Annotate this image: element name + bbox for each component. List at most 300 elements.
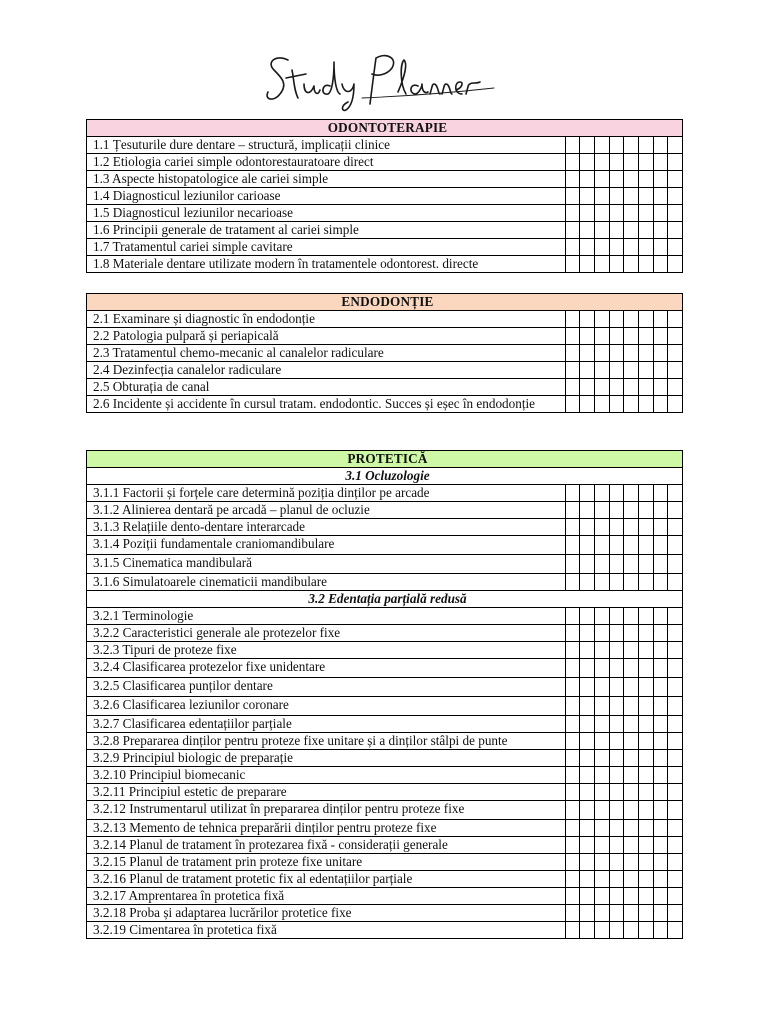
progress-checkbox[interactable] xyxy=(653,362,668,379)
progress-checkbox[interactable] xyxy=(653,536,668,555)
progress-checkbox[interactable] xyxy=(580,922,595,939)
progress-checkbox[interactable] xyxy=(565,171,580,188)
progress-checkbox[interactable] xyxy=(653,888,668,905)
progress-checkbox[interactable] xyxy=(580,642,595,659)
progress-checkbox[interactable] xyxy=(653,733,668,750)
progress-checkbox[interactable] xyxy=(653,678,668,697)
progress-checkbox[interactable] xyxy=(653,485,668,502)
progress-checkbox[interactable] xyxy=(565,311,580,328)
progress-checkbox[interactable] xyxy=(594,239,609,256)
progress-checkbox[interactable] xyxy=(638,716,653,733)
progress-checkbox[interactable] xyxy=(638,837,653,854)
progress-checkbox[interactable] xyxy=(668,396,683,413)
progress-checkbox[interactable] xyxy=(668,801,683,820)
progress-checkbox[interactable] xyxy=(653,396,668,413)
progress-checkbox[interactable] xyxy=(565,608,580,625)
progress-checkbox[interactable] xyxy=(609,311,624,328)
progress-checkbox[interactable] xyxy=(565,784,580,801)
progress-checkbox[interactable] xyxy=(580,678,595,697)
progress-checkbox[interactable] xyxy=(594,188,609,205)
progress-checkbox[interactable] xyxy=(609,678,624,697)
progress-checkbox[interactable] xyxy=(609,239,624,256)
progress-checkbox[interactable] xyxy=(565,574,580,591)
progress-checkbox[interactable] xyxy=(580,311,595,328)
progress-checkbox[interactable] xyxy=(653,502,668,519)
progress-checkbox[interactable] xyxy=(565,328,580,345)
progress-checkbox[interactable] xyxy=(594,905,609,922)
progress-checkbox[interactable] xyxy=(609,328,624,345)
progress-checkbox[interactable] xyxy=(609,871,624,888)
progress-checkbox[interactable] xyxy=(668,767,683,784)
progress-checkbox[interactable] xyxy=(638,311,653,328)
progress-checkbox[interactable] xyxy=(668,659,683,678)
progress-checkbox[interactable] xyxy=(624,485,639,502)
progress-checkbox[interactable] xyxy=(609,345,624,362)
progress-checkbox[interactable] xyxy=(580,239,595,256)
progress-checkbox[interactable] xyxy=(594,311,609,328)
progress-checkbox[interactable] xyxy=(668,820,683,837)
progress-checkbox[interactable] xyxy=(624,922,639,939)
progress-checkbox[interactable] xyxy=(609,222,624,239)
progress-checkbox[interactable] xyxy=(653,697,668,716)
progress-checkbox[interactable] xyxy=(580,154,595,171)
progress-checkbox[interactable] xyxy=(653,922,668,939)
progress-checkbox[interactable] xyxy=(565,222,580,239)
progress-checkbox[interactable] xyxy=(565,854,580,871)
progress-checkbox[interactable] xyxy=(565,801,580,820)
progress-checkbox[interactable] xyxy=(668,256,683,273)
progress-checkbox[interactable] xyxy=(638,784,653,801)
progress-checkbox[interactable] xyxy=(624,837,639,854)
progress-checkbox[interactable] xyxy=(580,659,595,678)
progress-checkbox[interactable] xyxy=(594,345,609,362)
progress-checkbox[interactable] xyxy=(624,625,639,642)
progress-checkbox[interactable] xyxy=(580,801,595,820)
progress-checkbox[interactable] xyxy=(580,555,595,574)
progress-checkbox[interactable] xyxy=(638,697,653,716)
progress-checkbox[interactable] xyxy=(565,345,580,362)
progress-checkbox[interactable] xyxy=(668,678,683,697)
progress-checkbox[interactable] xyxy=(609,137,624,154)
progress-checkbox[interactable] xyxy=(638,659,653,678)
progress-checkbox[interactable] xyxy=(565,767,580,784)
progress-checkbox[interactable] xyxy=(653,239,668,256)
progress-checkbox[interactable] xyxy=(580,905,595,922)
progress-checkbox[interactable] xyxy=(565,733,580,750)
progress-checkbox[interactable] xyxy=(638,205,653,222)
progress-checkbox[interactable] xyxy=(594,536,609,555)
progress-checkbox[interactable] xyxy=(609,154,624,171)
progress-checkbox[interactable] xyxy=(594,750,609,767)
progress-checkbox[interactable] xyxy=(653,659,668,678)
progress-checkbox[interactable] xyxy=(624,205,639,222)
progress-checkbox[interactable] xyxy=(653,767,668,784)
progress-checkbox[interactable] xyxy=(668,905,683,922)
progress-checkbox[interactable] xyxy=(609,888,624,905)
progress-checkbox[interactable] xyxy=(609,205,624,222)
progress-checkbox[interactable] xyxy=(609,396,624,413)
progress-checkbox[interactable] xyxy=(653,205,668,222)
progress-checkbox[interactable] xyxy=(638,905,653,922)
progress-checkbox[interactable] xyxy=(609,502,624,519)
progress-checkbox[interactable] xyxy=(594,697,609,716)
progress-checkbox[interactable] xyxy=(668,345,683,362)
progress-checkbox[interactable] xyxy=(565,502,580,519)
progress-checkbox[interactable] xyxy=(565,485,580,502)
progress-checkbox[interactable] xyxy=(653,905,668,922)
progress-checkbox[interactable] xyxy=(580,854,595,871)
progress-checkbox[interactable] xyxy=(653,188,668,205)
progress-checkbox[interactable] xyxy=(580,171,595,188)
progress-checkbox[interactable] xyxy=(624,905,639,922)
progress-checkbox[interactable] xyxy=(565,820,580,837)
progress-checkbox[interactable] xyxy=(609,922,624,939)
progress-checkbox[interactable] xyxy=(609,716,624,733)
progress-checkbox[interactable] xyxy=(668,697,683,716)
progress-checkbox[interactable] xyxy=(653,137,668,154)
progress-checkbox[interactable] xyxy=(565,362,580,379)
progress-checkbox[interactable] xyxy=(565,888,580,905)
progress-checkbox[interactable] xyxy=(609,801,624,820)
progress-checkbox[interactable] xyxy=(638,642,653,659)
progress-checkbox[interactable] xyxy=(594,171,609,188)
progress-checkbox[interactable] xyxy=(594,922,609,939)
progress-checkbox[interactable] xyxy=(594,733,609,750)
progress-checkbox[interactable] xyxy=(668,502,683,519)
progress-checkbox[interactable] xyxy=(624,536,639,555)
progress-checkbox[interactable] xyxy=(609,171,624,188)
progress-checkbox[interactable] xyxy=(580,750,595,767)
progress-checkbox[interactable] xyxy=(668,871,683,888)
progress-checkbox[interactable] xyxy=(638,171,653,188)
progress-checkbox[interactable] xyxy=(668,625,683,642)
progress-checkbox[interactable] xyxy=(609,697,624,716)
progress-checkbox[interactable] xyxy=(580,222,595,239)
progress-checkbox[interactable] xyxy=(624,137,639,154)
progress-checkbox[interactable] xyxy=(594,256,609,273)
progress-checkbox[interactable] xyxy=(565,625,580,642)
progress-checkbox[interactable] xyxy=(668,311,683,328)
progress-checkbox[interactable] xyxy=(580,328,595,345)
progress-checkbox[interactable] xyxy=(624,311,639,328)
progress-checkbox[interactable] xyxy=(594,871,609,888)
progress-checkbox[interactable] xyxy=(624,608,639,625)
progress-checkbox[interactable] xyxy=(668,328,683,345)
progress-checkbox[interactable] xyxy=(609,784,624,801)
progress-checkbox[interactable] xyxy=(609,659,624,678)
progress-checkbox[interactable] xyxy=(668,574,683,591)
progress-checkbox[interactable] xyxy=(580,485,595,502)
progress-checkbox[interactable] xyxy=(668,379,683,396)
progress-checkbox[interactable] xyxy=(668,733,683,750)
progress-checkbox[interactable] xyxy=(638,888,653,905)
progress-checkbox[interactable] xyxy=(653,854,668,871)
progress-checkbox[interactable] xyxy=(668,536,683,555)
progress-checkbox[interactable] xyxy=(668,362,683,379)
progress-checkbox[interactable] xyxy=(638,239,653,256)
progress-checkbox[interactable] xyxy=(609,536,624,555)
progress-checkbox[interactable] xyxy=(624,678,639,697)
progress-checkbox[interactable] xyxy=(609,905,624,922)
progress-checkbox[interactable] xyxy=(624,345,639,362)
progress-checkbox[interactable] xyxy=(565,154,580,171)
progress-checkbox[interactable] xyxy=(609,362,624,379)
progress-checkbox[interactable] xyxy=(624,871,639,888)
progress-checkbox[interactable] xyxy=(653,750,668,767)
progress-checkbox[interactable] xyxy=(624,801,639,820)
progress-checkbox[interactable] xyxy=(668,716,683,733)
progress-checkbox[interactable] xyxy=(638,574,653,591)
progress-checkbox[interactable] xyxy=(609,608,624,625)
progress-checkbox[interactable] xyxy=(668,837,683,854)
progress-checkbox[interactable] xyxy=(609,750,624,767)
progress-checkbox[interactable] xyxy=(580,837,595,854)
progress-checkbox[interactable] xyxy=(624,171,639,188)
progress-checkbox[interactable] xyxy=(638,519,653,536)
progress-checkbox[interactable] xyxy=(624,154,639,171)
progress-checkbox[interactable] xyxy=(594,205,609,222)
progress-checkbox[interactable] xyxy=(624,362,639,379)
progress-checkbox[interactable] xyxy=(609,379,624,396)
progress-checkbox[interactable] xyxy=(638,678,653,697)
progress-checkbox[interactable] xyxy=(609,767,624,784)
progress-checkbox[interactable] xyxy=(624,733,639,750)
progress-checkbox[interactable] xyxy=(580,345,595,362)
progress-checkbox[interactable] xyxy=(565,697,580,716)
progress-checkbox[interactable] xyxy=(638,328,653,345)
progress-checkbox[interactable] xyxy=(594,574,609,591)
progress-checkbox[interactable] xyxy=(638,733,653,750)
progress-checkbox[interactable] xyxy=(624,820,639,837)
progress-checkbox[interactable] xyxy=(565,256,580,273)
progress-checkbox[interactable] xyxy=(580,362,595,379)
progress-checkbox[interactable] xyxy=(624,659,639,678)
progress-checkbox[interactable] xyxy=(565,188,580,205)
progress-checkbox[interactable] xyxy=(609,837,624,854)
progress-checkbox[interactable] xyxy=(609,188,624,205)
progress-checkbox[interactable] xyxy=(624,784,639,801)
progress-checkbox[interactable] xyxy=(653,784,668,801)
progress-checkbox[interactable] xyxy=(653,519,668,536)
progress-checkbox[interactable] xyxy=(594,801,609,820)
progress-checkbox[interactable] xyxy=(580,379,595,396)
progress-checkbox[interactable] xyxy=(609,555,624,574)
progress-checkbox[interactable] xyxy=(653,837,668,854)
progress-checkbox[interactable] xyxy=(624,888,639,905)
progress-checkbox[interactable] xyxy=(594,485,609,502)
progress-checkbox[interactable] xyxy=(609,519,624,536)
progress-checkbox[interactable] xyxy=(580,574,595,591)
progress-checkbox[interactable] xyxy=(594,837,609,854)
progress-checkbox[interactable] xyxy=(624,379,639,396)
progress-checkbox[interactable] xyxy=(594,716,609,733)
progress-checkbox[interactable] xyxy=(609,642,624,659)
progress-checkbox[interactable] xyxy=(580,536,595,555)
progress-checkbox[interactable] xyxy=(565,205,580,222)
progress-checkbox[interactable] xyxy=(580,519,595,536)
progress-checkbox[interactable] xyxy=(580,608,595,625)
progress-checkbox[interactable] xyxy=(624,188,639,205)
progress-checkbox[interactable] xyxy=(668,642,683,659)
progress-checkbox[interactable] xyxy=(653,820,668,837)
progress-checkbox[interactable] xyxy=(668,137,683,154)
progress-checkbox[interactable] xyxy=(609,485,624,502)
progress-checkbox[interactable] xyxy=(668,854,683,871)
progress-checkbox[interactable] xyxy=(580,256,595,273)
progress-checkbox[interactable] xyxy=(624,328,639,345)
progress-checkbox[interactable] xyxy=(668,784,683,801)
progress-checkbox[interactable] xyxy=(638,502,653,519)
progress-checkbox[interactable] xyxy=(609,733,624,750)
progress-checkbox[interactable] xyxy=(609,574,624,591)
progress-checkbox[interactable] xyxy=(580,733,595,750)
progress-checkbox[interactable] xyxy=(668,154,683,171)
progress-checkbox[interactable] xyxy=(624,854,639,871)
progress-checkbox[interactable] xyxy=(565,239,580,256)
progress-checkbox[interactable] xyxy=(668,239,683,256)
progress-checkbox[interactable] xyxy=(653,379,668,396)
progress-checkbox[interactable] xyxy=(580,871,595,888)
progress-checkbox[interactable] xyxy=(594,328,609,345)
progress-checkbox[interactable] xyxy=(565,716,580,733)
progress-checkbox[interactable] xyxy=(653,154,668,171)
progress-checkbox[interactable] xyxy=(624,642,639,659)
progress-checkbox[interactable] xyxy=(668,222,683,239)
progress-checkbox[interactable] xyxy=(653,311,668,328)
progress-checkbox[interactable] xyxy=(565,519,580,536)
progress-checkbox[interactable] xyxy=(609,854,624,871)
progress-checkbox[interactable] xyxy=(638,767,653,784)
progress-checkbox[interactable] xyxy=(580,784,595,801)
progress-checkbox[interactable] xyxy=(594,396,609,413)
progress-checkbox[interactable] xyxy=(653,222,668,239)
progress-checkbox[interactable] xyxy=(594,659,609,678)
progress-checkbox[interactable] xyxy=(580,396,595,413)
progress-checkbox[interactable] xyxy=(638,820,653,837)
progress-checkbox[interactable] xyxy=(638,379,653,396)
progress-checkbox[interactable] xyxy=(609,820,624,837)
progress-checkbox[interactable] xyxy=(638,256,653,273)
progress-checkbox[interactable] xyxy=(638,362,653,379)
progress-checkbox[interactable] xyxy=(653,716,668,733)
progress-checkbox[interactable] xyxy=(594,137,609,154)
progress-checkbox[interactable] xyxy=(653,608,668,625)
progress-checkbox[interactable] xyxy=(653,642,668,659)
progress-checkbox[interactable] xyxy=(565,642,580,659)
progress-checkbox[interactable] xyxy=(580,502,595,519)
progress-checkbox[interactable] xyxy=(668,171,683,188)
progress-checkbox[interactable] xyxy=(580,697,595,716)
progress-checkbox[interactable] xyxy=(594,154,609,171)
progress-checkbox[interactable] xyxy=(624,256,639,273)
progress-checkbox[interactable] xyxy=(624,222,639,239)
progress-checkbox[interactable] xyxy=(638,854,653,871)
progress-checkbox[interactable] xyxy=(653,345,668,362)
progress-checkbox[interactable] xyxy=(594,820,609,837)
progress-checkbox[interactable] xyxy=(565,678,580,697)
progress-checkbox[interactable] xyxy=(624,767,639,784)
progress-checkbox[interactable] xyxy=(565,396,580,413)
progress-checkbox[interactable] xyxy=(594,642,609,659)
progress-checkbox[interactable] xyxy=(638,750,653,767)
progress-checkbox[interactable] xyxy=(594,502,609,519)
progress-checkbox[interactable] xyxy=(638,154,653,171)
progress-checkbox[interactable] xyxy=(580,205,595,222)
progress-checkbox[interactable] xyxy=(638,536,653,555)
progress-checkbox[interactable] xyxy=(638,555,653,574)
progress-checkbox[interactable] xyxy=(565,536,580,555)
progress-checkbox[interactable] xyxy=(565,837,580,854)
progress-checkbox[interactable] xyxy=(609,625,624,642)
progress-checkbox[interactable] xyxy=(594,362,609,379)
progress-checkbox[interactable] xyxy=(653,171,668,188)
progress-checkbox[interactable] xyxy=(565,871,580,888)
progress-checkbox[interactable] xyxy=(668,888,683,905)
progress-checkbox[interactable] xyxy=(624,716,639,733)
progress-checkbox[interactable] xyxy=(638,625,653,642)
progress-checkbox[interactable] xyxy=(594,608,609,625)
progress-checkbox[interactable] xyxy=(594,555,609,574)
progress-checkbox[interactable] xyxy=(594,519,609,536)
progress-checkbox[interactable] xyxy=(638,396,653,413)
progress-checkbox[interactable] xyxy=(565,922,580,939)
progress-checkbox[interactable] xyxy=(594,625,609,642)
progress-checkbox[interactable] xyxy=(594,888,609,905)
progress-checkbox[interactable] xyxy=(580,888,595,905)
progress-checkbox[interactable] xyxy=(624,239,639,256)
progress-checkbox[interactable] xyxy=(624,519,639,536)
progress-checkbox[interactable] xyxy=(594,678,609,697)
progress-checkbox[interactable] xyxy=(653,625,668,642)
progress-checkbox[interactable] xyxy=(580,820,595,837)
progress-checkbox[interactable] xyxy=(624,750,639,767)
progress-checkbox[interactable] xyxy=(653,555,668,574)
progress-checkbox[interactable] xyxy=(565,750,580,767)
progress-checkbox[interactable] xyxy=(594,222,609,239)
progress-checkbox[interactable] xyxy=(653,801,668,820)
progress-checkbox[interactable] xyxy=(580,767,595,784)
progress-checkbox[interactable] xyxy=(653,256,668,273)
progress-checkbox[interactable] xyxy=(668,188,683,205)
progress-checkbox[interactable] xyxy=(565,379,580,396)
progress-checkbox[interactable] xyxy=(668,922,683,939)
progress-checkbox[interactable] xyxy=(624,697,639,716)
progress-checkbox[interactable] xyxy=(638,188,653,205)
progress-checkbox[interactable] xyxy=(668,608,683,625)
progress-checkbox[interactable] xyxy=(594,767,609,784)
progress-checkbox[interactable] xyxy=(653,574,668,591)
progress-checkbox[interactable] xyxy=(594,854,609,871)
progress-checkbox[interactable] xyxy=(653,871,668,888)
progress-checkbox[interactable] xyxy=(624,555,639,574)
progress-checkbox[interactable] xyxy=(638,485,653,502)
progress-checkbox[interactable] xyxy=(638,871,653,888)
progress-checkbox[interactable] xyxy=(580,716,595,733)
progress-checkbox[interactable] xyxy=(624,502,639,519)
progress-checkbox[interactable] xyxy=(624,396,639,413)
progress-checkbox[interactable] xyxy=(668,485,683,502)
progress-checkbox[interactable] xyxy=(638,922,653,939)
progress-checkbox[interactable] xyxy=(638,801,653,820)
progress-checkbox[interactable] xyxy=(638,222,653,239)
progress-checkbox[interactable] xyxy=(594,379,609,396)
progress-checkbox[interactable] xyxy=(638,608,653,625)
progress-checkbox[interactable] xyxy=(668,205,683,222)
progress-checkbox[interactable] xyxy=(565,137,580,154)
progress-checkbox[interactable] xyxy=(594,784,609,801)
progress-checkbox[interactable] xyxy=(653,328,668,345)
progress-checkbox[interactable] xyxy=(668,555,683,574)
